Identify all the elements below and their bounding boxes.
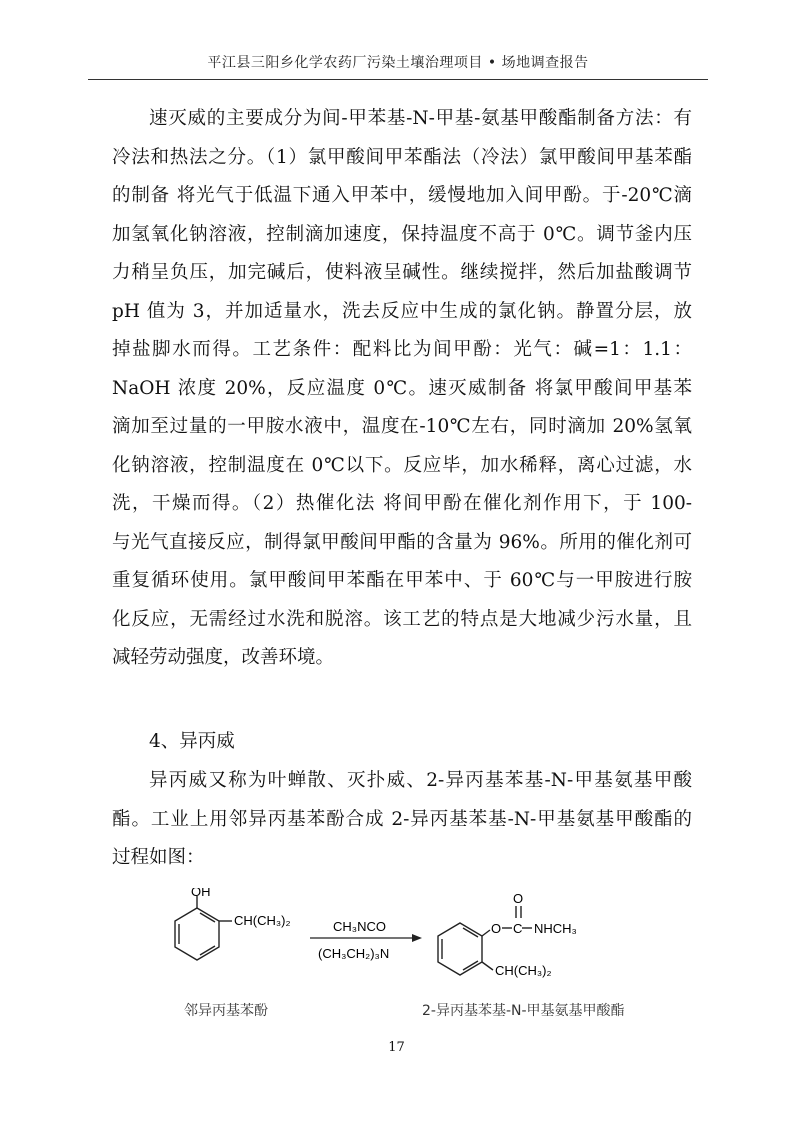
text-line: NaOH 浓度 20%，反应温度 0℃。速灭威制备 将氯甲酸间甲基苯 <box>112 377 692 399</box>
reactant-isopropyl-label: CH(CH₃)₂ <box>234 913 291 928</box>
text-line: 过程如图： <box>112 847 205 868</box>
paragraph-1 <box>112 100 692 678</box>
section-heading-text: 4、异丙威 <box>149 731 235 752</box>
reagent-bottom-label: (CH₃CH₂)₃N <box>318 946 390 961</box>
text-line: 冷法和热法之分。（1）氯甲酸间甲苯酯法（冷法）氯甲酸间甲基苯酯 <box>112 146 692 168</box>
product-name-caption: 2-异丙基苯基-N-甲基氨基甲酸酯 <box>422 1003 625 1019</box>
page-number: 17 <box>388 1040 405 1055</box>
arrow-head-icon <box>412 934 422 942</box>
product-carbonyl-oxygen: O <box>513 891 524 906</box>
text-line: 洗，干燥而得。（2）热催化法 将间甲酚在催化剂作用下，于 100- <box>112 493 692 514</box>
text-line: 化反应，无需经过水洗和脱溶。该工艺的特点是大地减少污水量，且 <box>112 608 692 630</box>
reaction-scheme-svg <box>150 888 660 998</box>
text-line: 重复循环使用。氯甲酸间甲苯酯在甲苯中、于 60℃与一甲胺进行胺 <box>112 570 692 591</box>
section-heading <box>112 723 692 762</box>
text-line: 酯。工业上用邻异丙基苯酚合成 2-异丙基苯基-N-甲基氨基甲酸酯的 <box>112 808 692 830</box>
product-carbonyl-carbon: C <box>513 921 523 936</box>
text-line: 减轻劳动强度，改善环境。 <box>112 647 335 668</box>
text-line: 掉盐脚水而得。工艺条件：配料比为间甲酚：光气：碱=1：1.1： <box>112 339 692 360</box>
reactant-oh-label: OH <box>191 888 211 899</box>
text-line: 滴加至过量的一甲胺水液中，温度在-10℃左右，同时滴加 20%氢氧 <box>112 416 692 437</box>
page-header: 平江县三阳乡化学农药厂污染土壤治理项目 • 场地调查报告 <box>207 55 589 71</box>
text-line: 与光气直接反应，制得氯甲酸间甲酯的含量为 96%。所用的催化剂可 <box>112 531 692 553</box>
product-ester-oxygen: O <box>491 921 502 936</box>
header-divider <box>88 79 708 80</box>
text-line: 加氢氧化钠溶液，控制滴加速度，保持温度不高于 0℃。调节釜内压 <box>112 223 692 245</box>
reagent-top-label: CH₃NCO <box>333 919 386 934</box>
reactant-name-caption: 邻异丙基苯酚 <box>184 1003 268 1019</box>
text-line: 的制备 将光气于低温下通入甲苯中，缓慢地加入间甲酚。于-20℃滴 <box>112 185 692 206</box>
text-line: 化钠溶液，控制温度在 0℃以下。反应毕，加水稀释，离心过滤，水 <box>112 454 692 476</box>
text-line: 异丙威又称为叶蝉散、灭扑威、2-异丙基苯基-N-甲基氨基甲酸 <box>149 770 692 791</box>
product-isopropyl-label: CH(CH₃)₂ <box>495 963 552 978</box>
product-nhch3-label: NHCH₃ <box>534 921 577 936</box>
reaction-scheme <box>150 888 660 1018</box>
paragraph-2 <box>112 762 692 878</box>
text-line: 力稍呈负压，加完碱后，使料液呈碱性。继续搅拌，然后加盐酸调节 <box>112 262 692 283</box>
text-line: 速灭威的主要成分为间-甲苯基-N-甲基-氨基甲酸酯制备方法：有 <box>149 108 692 129</box>
text-line: pH 值为 3，并加适量水，洗去反应中生成的氯化钠。静置分层，放 <box>112 300 692 322</box>
reactant-benzene-ring <box>175 896 232 960</box>
